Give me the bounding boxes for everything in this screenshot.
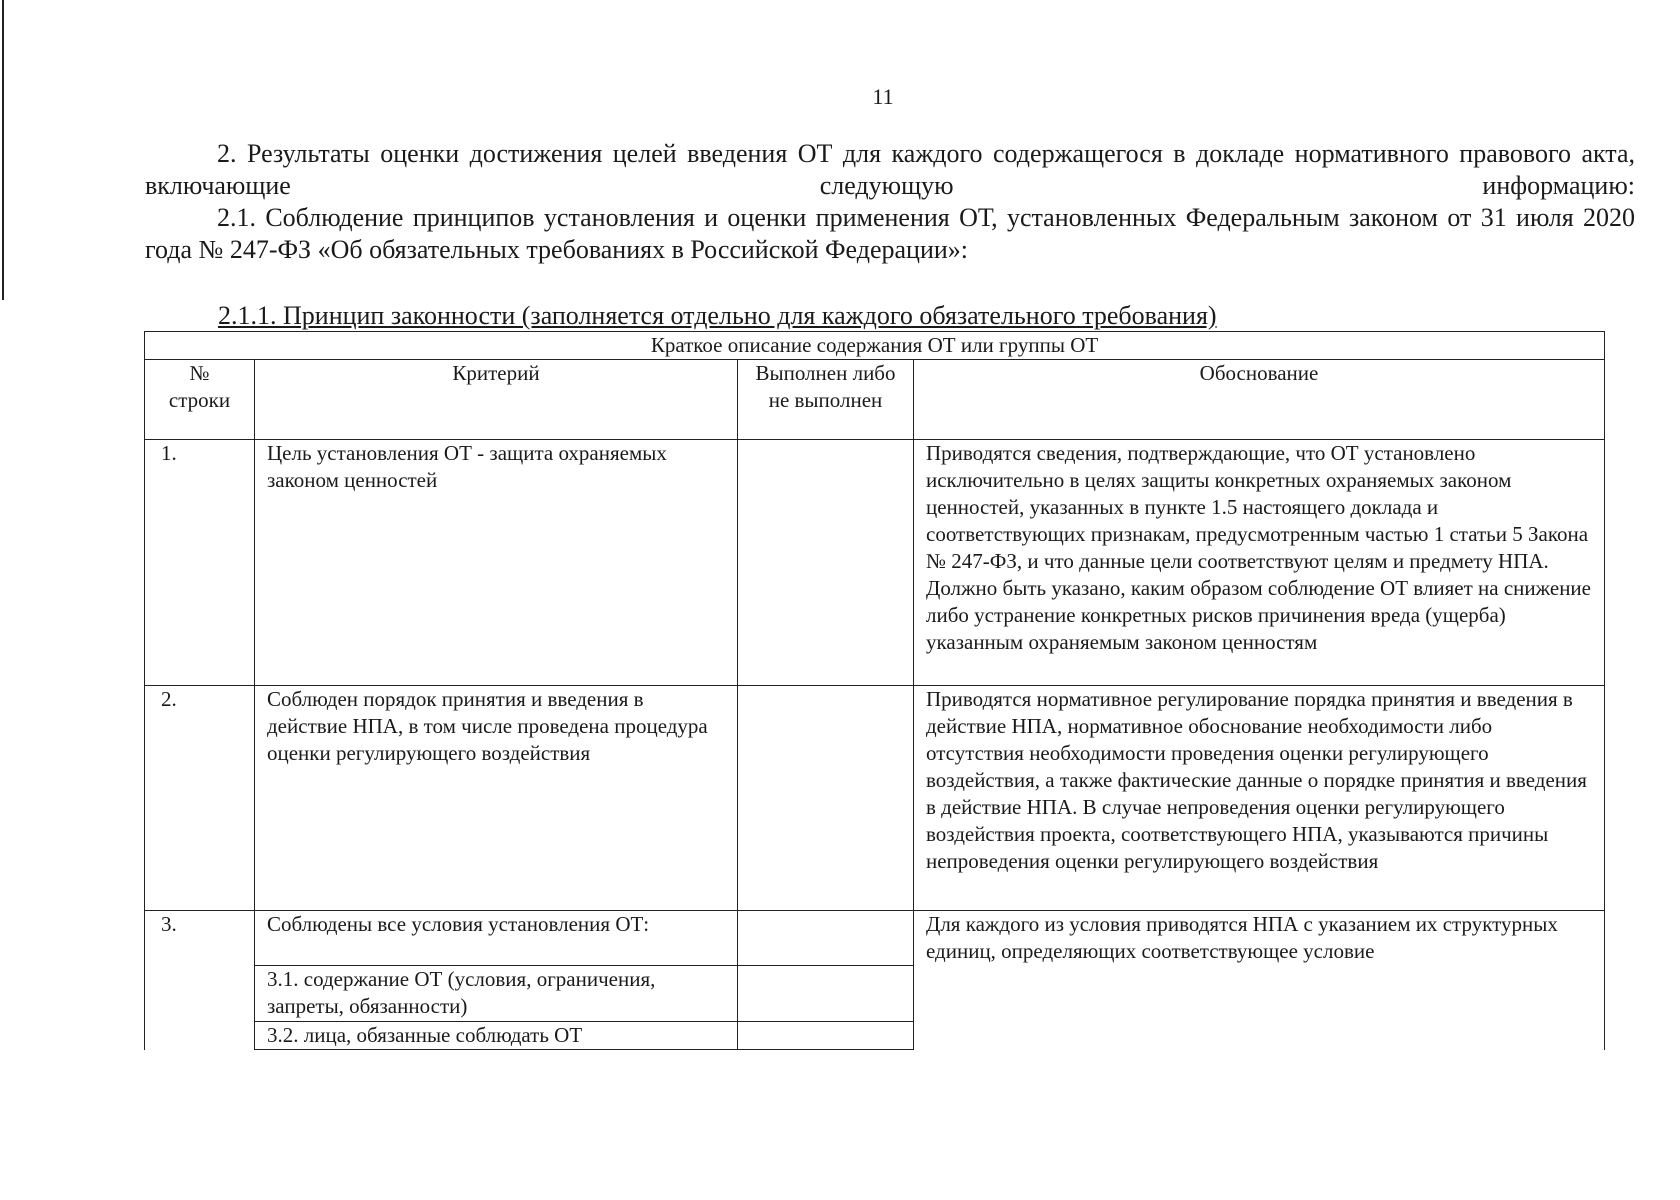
page-number: 11 [872,84,894,109]
table-row [145,911,1605,966]
fulfilled-cell [738,911,914,966]
fulfilled-cell [738,440,914,686]
table-row [145,686,1605,911]
fulfilled-cell [738,686,914,911]
row-number: 3. [145,911,255,1050]
row-number: 1. [145,440,255,686]
criterion-cell: Соблюдены все условия установления ОТ: [255,911,738,966]
criterion-cell: Цель установления ОТ - защита охраняемых законом ценностей [255,440,738,686]
header-justification: Обоснование [914,360,1605,440]
justification-cell [914,440,1605,686]
justification-text: Приводятся сведения, подтверждающие, что ОТ установлено исключительно в целях защиты конкретных охраняемых законом ценностей, указанных в пункте 1.5 настоящего доклада и соответствующих признакам, предусмотренным частью 1 статьи 5 Закона № 247-ФЗ, и что данные цели соответствуют целям и предмету НПА. [926,441,1589,573]
fulfilled-cell [738,1022,914,1050]
criterion-cell: 3.1. содержание ОТ (условия, ограничения, запреты, обязанности) [255,966,738,1022]
fulfilled-cell [738,966,914,1022]
criterion-cell: 3.2. лица, обязанные соблюдать ОТ [255,1022,738,1050]
criterion-cell: Соблюден порядок принятия и введения в действие НПА, в том числе проведена процедура оценки регулирующего воздействия [255,686,738,911]
justification-cell: Приводятся нормативное регулирование порядка принятия и введения в действие НПА, нормативное обоснование необходимости либо отсутствия необходимости проведения оценки регулирующего воздействия, а также фактические данные о порядке принятия и введения в действие НПА. В случае непроведения оценки регулирующего воздействия проекта, соответствующего НПА, указываются причины непроведения оценки регулирующего воздействия [914,686,1605,911]
justification-text: Должно быть указано, каким образом соблюдение ОТ влияет на снижение либо устранение конкретных рисков причинения вреда (ущерба) указанным охраняемым законом ценностям [926,576,1591,654]
table-row [145,440,1605,686]
header-fulfilled: Выполнен либо не выполнен [738,360,914,440]
section-subtitle: 2.1.1. Принцип законности (заполняется отдельно для каждого обязательного требования) [218,301,1217,330]
header-criterion: Критерий [255,360,738,440]
row-number: 2. [145,686,255,911]
paragraph-2-1: 2.1. Соблюдение принципов установления и оценки применения ОТ, установленных Федеральным законом от 31 июля 2020 года № 247-ФЗ «Об обязательных требованиях в Российской Федерации»: [145,203,1635,264]
justification-cell: Для каждого из условия приводятся НПА с указанием их структурных единиц, определяющих соответствующее условие [914,911,1605,1050]
margin-line [2,0,4,300]
criteria-table [144,331,1605,1050]
header-num: № строки [145,360,255,440]
paragraph-2: 2. Результаты оценки достижения целей введения ОТ для каждого содержащегося в докладе нормативного правового акта, включающие следующую информацию: [145,139,1635,200]
intro-text [145,138,1635,266]
table-caption: Краткое описание содержания ОТ или группы ОТ [145,332,1605,360]
